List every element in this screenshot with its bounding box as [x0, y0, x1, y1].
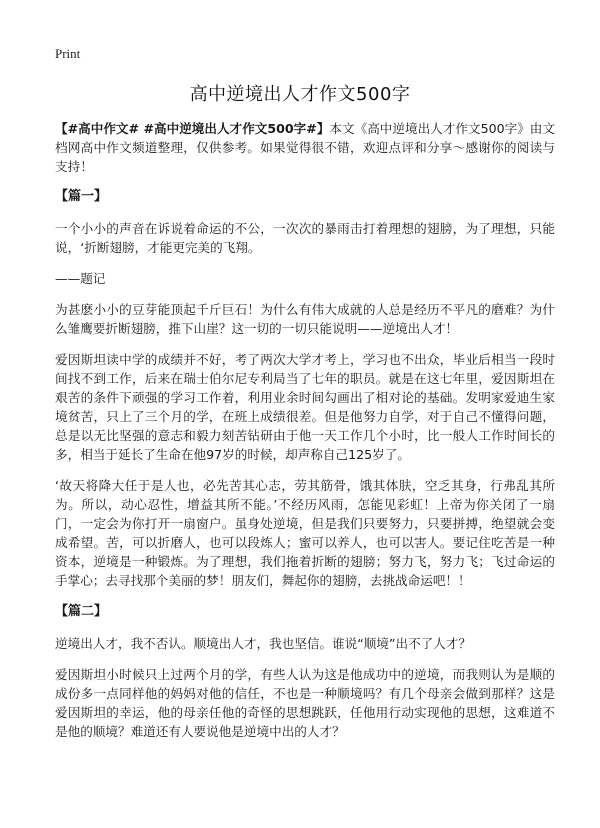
- section-heading-2: 【篇二】: [55, 604, 108, 619]
- paragraph: ‘故天将降大任于是人也，必先苦其心志，劳其筋骨，饿其体肤，空乏其身，行弗乱其所为。所以，动心忍性，增益其所不能。’不经历风雨，怎能见彩虹！上帝为你关闭了一扇门，一定会为你打开一扇窗户。虽身处逆境，但是我们只要努力，只要拼搏，绝望就会变成希望。苦，可以折磨人，也可以段炼人；蜜可以养人，也可以害人。要记住吃苦是一种资本，逆境是一种锻炼。为了理想，我们拖着折断的翅膀；努力飞，努力飞；飞过命运的手掌心；去寻找那个美丽的梦！朋友们，舞起你的翅膀，去挑战命运吧！！: [55, 478, 555, 588]
- paragraph: 为甚麽小小的豆芽能顶起千斤巨石！为什么有伟大成就的人总是经历不平凡的磨难？为什么雏鹰要折断翅膀，推下山崖？这一切的一切只能说明——逆境出人才！: [55, 302, 555, 336]
- section-heading-1: 【篇一】: [55, 189, 108, 204]
- article-body: [55, 119, 555, 753]
- print-link[interactable]: Print: [55, 46, 81, 61]
- paragraph: 爱因斯坦小时候只上过两个月的学，有些人认为这是他成功中的逆境，而我则认为是顺的成份多一点同样他的妈妈对他的信任，不也是一种顺境吗？有几个母亲会做到那样？这是爱因斯坦的幸运，他的母亲任他的奇怪的思想跳跃，任他用行动实现他的思想，这难道不是他的顺境？难道还有人要说他是逆境中出的人才？: [55, 667, 555, 739]
- intro-paragraph: [55, 119, 555, 176]
- intro-text: 本文《高中逆境出人才作文500字》由文档网高中作文频道整理，仅供参考。如果觉得很不错，欢迎点评和分享～感谢你的阅读与支持！: [55, 121, 555, 174]
- epigraph: 一个小小的声音在诉说着命运的不公，一次次的暴雨击打着理想的翅膀，为了理想，只能说，‘折断翅膀，才能更完美的飞翔。: [55, 221, 555, 255]
- intro-tags: 【#高中作文# #高中逆境出人才作文500字#】: [55, 121, 330, 136]
- page-title: 高中逆境出人才作文500字: [189, 84, 411, 105]
- epigraph-signature: ——题记: [55, 271, 106, 286]
- paragraph: 逆境出人才，我不否认。顺境出人才，我也坚信。谁说“顺境”出不了人才？: [55, 636, 472, 651]
- paragraph: 爱因斯坦读中学的成绩并不好，考了两次大学才考上，学习也不出众，毕业后相当一段时间找不到工作，后来在瑞士伯尔尼专利局当了七年的职员。就是在这七年里，爱因斯坦在艰苦的条件下顽强的学习工作着，利用业余时间勾画出了相对论的基础。发明家爱迪生家境贫苦，只上了三个月的学，在班上成绩很差。但是他努力自学，对于自己不懂得问题，总是以无比坚强的意志和毅力刻苦钻研由于他一天工作几个小时，比一般人工作时间长的多，相当于延长了生命在他97岁的时候，却声称自己125岁了。: [55, 352, 555, 462]
